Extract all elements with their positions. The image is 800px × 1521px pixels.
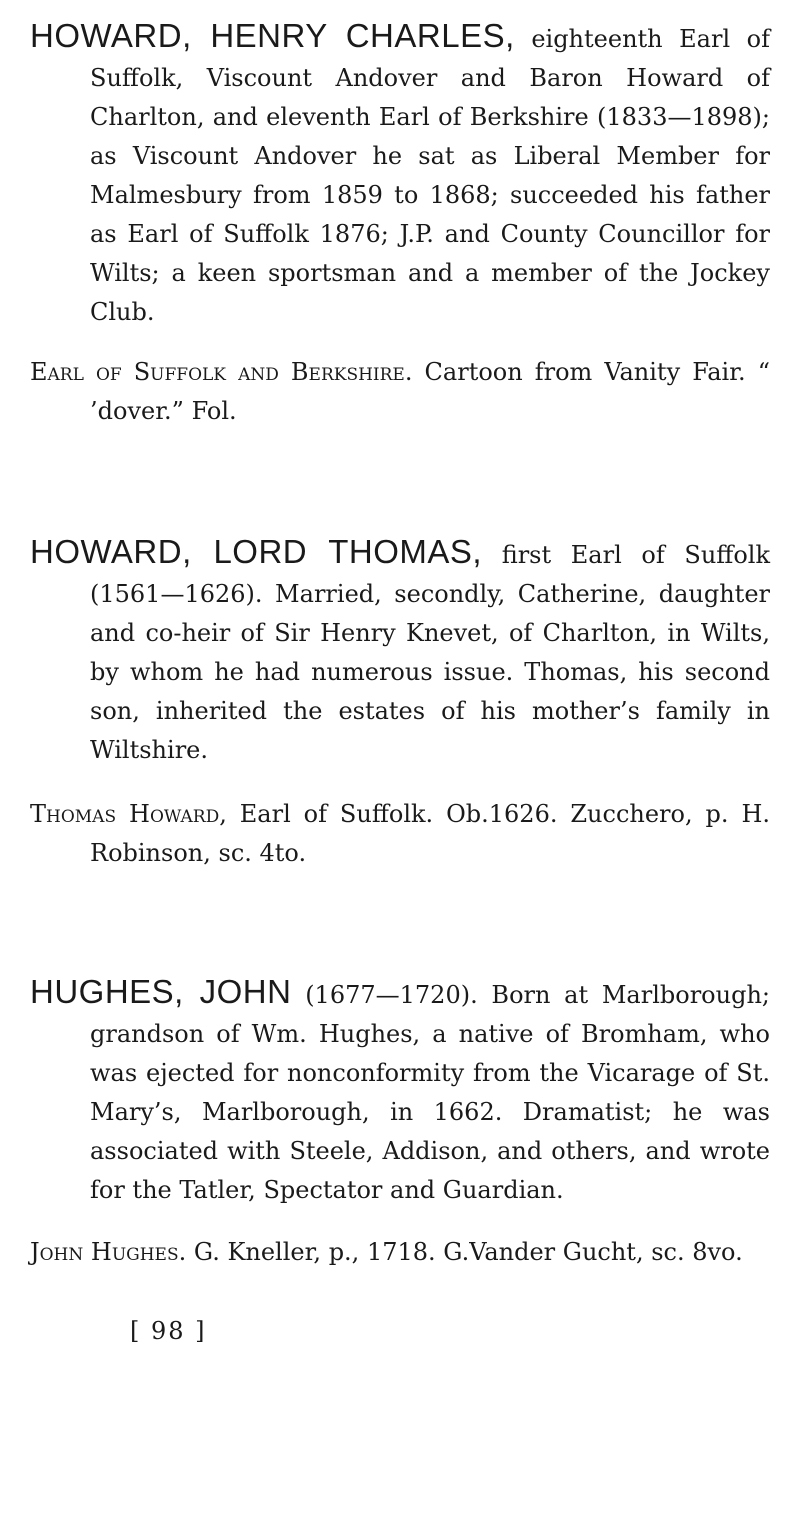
entry-heading: HUGHES, JOHN xyxy=(30,973,292,1010)
portrait-entry xyxy=(30,1233,770,1272)
portrait-details: Earl of Suffolk. Ob.1626. Zucchero, p. H. Robinson, sc. 4to. xyxy=(90,800,770,867)
entry-body: (1677—1720). Born at Marlborough; grandson of Wm. Hughes, a native of Bromham, who was ejected for nonconformity from the Vicarage of St. Mary’s, Marlborough, in 1662. Dramatist; he was associated with Steele, Addison, and others, and wrote for the Tatler, Spectator and Guardian. xyxy=(90,981,770,1204)
entry-body: eighteenth Earl of Suffolk, Viscount Andover and Baron Howard of Charlton, and eleventh Earl of Berkshire (1833—1898); as Viscount Andover he sat as Liberal Member for Malmesbury from 1859 to 1868; succeeded his father as Earl of Suffolk 1876; J.P. and County Councillor for Wilts; a keen sportsman and a member of the Jockey Club. xyxy=(90,25,770,326)
portrait-entry xyxy=(30,795,770,873)
page-number: [ 98 ] xyxy=(130,1317,207,1345)
biography-entry xyxy=(30,972,770,1210)
portrait-details: Cartoon from Vanity Fair. “ ’dover.” Fol. xyxy=(90,358,770,425)
entry-heading: HOWARD, LORD THOMAS, xyxy=(30,533,483,570)
portrait-title: John Hughes. xyxy=(30,1238,187,1266)
portrait-entry xyxy=(30,353,770,431)
portrait-title: Earl of Suffolk and Berkshire. xyxy=(30,358,413,386)
entry-body: first Earl of Suffolk (1561—1626). Married, secondly, Catherine, daughter and co-heir of Sir Henry Knevet, of Charlton, in Wilts, by whom he had numerous issue. Thomas, his second son, inherited the estates of his mother’s family in Wiltshire. xyxy=(90,541,770,764)
entry-heading: HOWARD, HENRY CHARLES, xyxy=(30,17,515,54)
biography-entry xyxy=(30,532,770,770)
biography-entry xyxy=(30,16,770,332)
portrait-title: Thomas Howard, xyxy=(30,800,227,828)
portrait-details: G. Kneller, p., 1718. G.Vander Gucht, sc. 8vo. xyxy=(193,1238,743,1266)
